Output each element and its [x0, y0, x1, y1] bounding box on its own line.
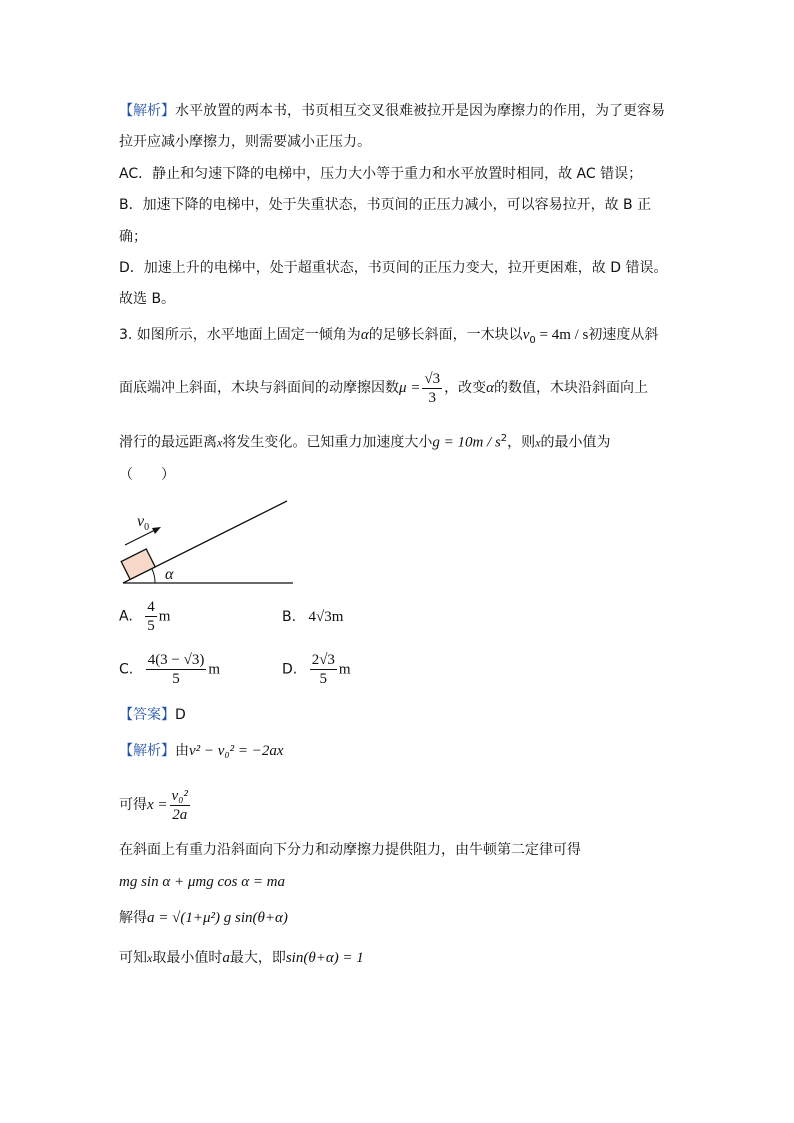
mu-fraction — [422, 370, 442, 407]
solution-line-4 — [119, 872, 285, 892]
mu-symbol: μ = — [399, 380, 421, 396]
v0-subscript: 0 — [529, 334, 536, 346]
analysis-line-2: 拉开应减小摩擦力，则需要减小正压力。 — [119, 134, 371, 150]
option-b[interactable] — [282, 607, 343, 627]
x-equation: x = — [147, 797, 168, 813]
question-text: 面底端冲上斜面，木块与斜面间的动摩擦因数 — [119, 380, 399, 396]
sin-equation: sin(θ+α) = 1 — [285, 950, 364, 966]
option-d[interactable] — [282, 651, 351, 688]
answer-line — [119, 705, 186, 725]
kinematics-equation: v² − v₀² = −2ax — [189, 743, 284, 759]
solution-line-1 — [119, 741, 284, 761]
fraction-denominator: 5 — [319, 671, 328, 687]
analysis-text: 水平放置的两本书，书页相互交叉很难被拉开是因为摩擦力的作用，为了更容易 — [175, 103, 665, 119]
v0-label: $v_0$ — [137, 513, 150, 533]
question-line-2 — [119, 369, 648, 407]
analysis-tag: 【解析】 — [119, 743, 175, 759]
question-line-1 — [119, 325, 658, 351]
analysis-tag: 【解析】 — [119, 103, 175, 119]
option-c[interactable] — [119, 651, 220, 688]
fraction-numerator: √3 — [424, 370, 441, 387]
analysis-line-1 — [119, 101, 665, 121]
unit: m — [338, 661, 351, 678]
analysis-line-3: AC．静止和匀速下降的电梯中，压力大小等于重力和水平放置时相同，故 AC 错误； — [119, 166, 643, 182]
question-text: ，则 — [507, 434, 536, 451]
x-fraction — [170, 787, 190, 824]
solution-text: 最大，即 — [229, 950, 286, 966]
solution-line-3: 在斜面上有重力沿斜面向下分力和动摩擦力提供阻力，由牛顿第二定律可得 — [119, 842, 581, 858]
option-label: A. — [119, 608, 133, 625]
g-value: g = 10m / s — [432, 434, 501, 451]
unit: m — [158, 608, 171, 625]
solution-line-5 — [119, 908, 288, 928]
newton-equation: mg sin α + μmg cos α = ma — [119, 874, 286, 890]
option-label: B. — [282, 609, 297, 625]
fraction-denominator: 5 — [172, 671, 180, 687]
wood-block — [121, 549, 155, 579]
fraction-numerator: v₀² — [171, 787, 188, 804]
answer-value: D — [175, 707, 186, 723]
question-text: 的足够长斜面，一木块以 — [368, 327, 523, 343]
fraction-numerator: 4 — [147, 599, 155, 615]
solution-line-2 — [119, 785, 192, 825]
option-label: D. — [282, 661, 298, 678]
analysis-line-7: 故选 B。 — [119, 291, 176, 307]
fraction-numerator: 2√3 — [311, 652, 335, 668]
question-text: 滑行的最远距离 — [119, 434, 217, 451]
solution-text: 可得 — [119, 797, 147, 813]
fraction-denominator: 3 — [428, 389, 437, 406]
fraction-denominator: 2a — [172, 806, 188, 823]
answer-paren: （ ） — [119, 467, 175, 483]
x-symbol: x — [147, 951, 153, 965]
alpha-symbol: α — [486, 380, 495, 396]
answer-tag: 【答案】 — [119, 707, 175, 723]
question-text: 初速度从斜 — [588, 327, 659, 343]
question-text: 的最小值为 — [540, 434, 611, 451]
solution-text: 取最小值时 — [152, 950, 223, 966]
question-line-3 — [119, 429, 611, 453]
incline-figure — [115, 495, 305, 595]
solution-text: 可知 — [119, 950, 147, 966]
a-symbol: a — [222, 950, 230, 966]
question-text: 将发生变化。已知重力加速度大小 — [222, 434, 433, 451]
question-text: 3. 如图所示，水平地面上固定一倾角为 — [119, 327, 361, 343]
unit: m — [208, 661, 221, 678]
option-d-fraction — [310, 651, 337, 688]
option-label: C. — [119, 661, 134, 678]
fraction-numerator: 4(3 − √3) — [147, 652, 205, 668]
superscript: 2 — [500, 433, 508, 444]
alpha-symbol: α — [360, 327, 369, 343]
angle-label: α — [165, 566, 174, 583]
acceleration-equation: a = √(1+μ²) g sin(θ+α) — [147, 910, 288, 926]
fraction-denominator: 5 — [147, 618, 155, 634]
velocity-arrow — [125, 529, 157, 545]
arrow-head-icon — [152, 527, 161, 534]
solution-line-6 — [119, 948, 364, 968]
option-a[interactable] — [119, 598, 170, 635]
solution-text: 由 — [175, 743, 189, 759]
option-a-fraction — [145, 598, 157, 635]
question-text: 的数值，木块沿斜面向上 — [494, 380, 649, 396]
analysis-line-5: 确； — [119, 229, 147, 245]
option-c-fraction — [146, 651, 207, 688]
option-b-value: 4√3m — [308, 609, 344, 625]
analysis-line-6: D．加速上升的电梯中，处于超重状态，书页间的正压力变大，拉开更困难，故 D 错误。 — [119, 260, 668, 276]
analysis-line-4: B．加速下降的电梯中，处于失重状态，书页间的正压力减小，可以容易拉开，故 B 正 — [119, 197, 652, 213]
v0-value: = 4m / s — [535, 327, 589, 343]
angle-arc — [152, 569, 155, 583]
v0-symbol: v — [522, 327, 530, 343]
solution-text: 解得 — [119, 910, 147, 926]
question-text: ，改变 — [444, 380, 487, 396]
x-symbol: x — [535, 435, 541, 450]
x-symbol: x — [217, 435, 223, 450]
